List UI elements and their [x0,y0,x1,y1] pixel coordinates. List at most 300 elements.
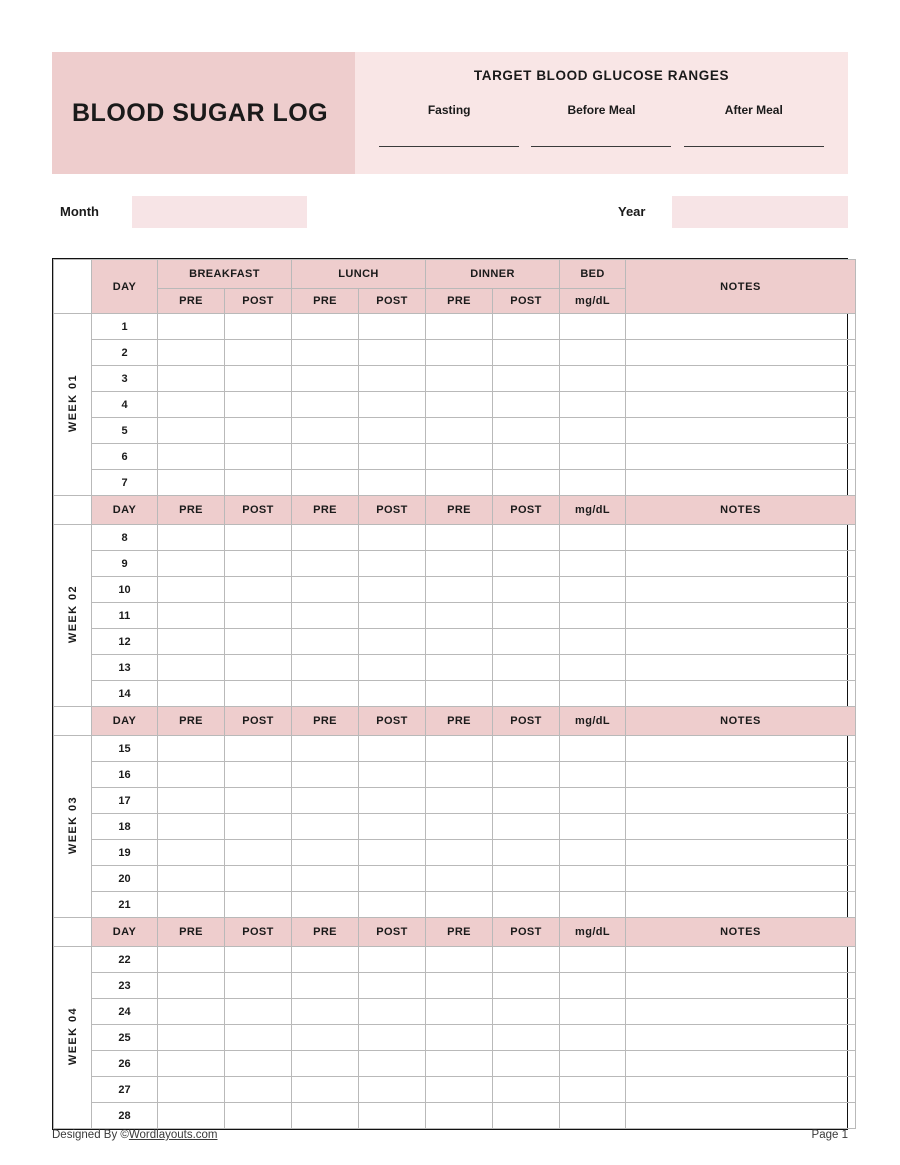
reading-cell[interactable] [493,762,560,788]
table-row [54,999,856,1025]
reading-cell[interactable] [493,1051,560,1077]
reading-cell[interactable] [225,762,292,788]
reading-cell[interactable] [560,999,626,1025]
table-row [54,525,856,551]
reading-cell[interactable] [158,1051,225,1077]
reading-cell[interactable] [158,736,225,762]
reading-cell[interactable] [225,736,292,762]
reading-cell[interactable] [426,999,493,1025]
reading-cell[interactable] [493,603,560,629]
reading-cell[interactable] [560,340,626,366]
reading-cell[interactable] [359,840,426,866]
reading-cell[interactable] [292,629,359,655]
reading-cell[interactable] [292,366,359,392]
reading-cell[interactable] [225,340,292,366]
reading-cell[interactable] [225,314,292,340]
table-row [54,973,856,999]
reading-cell[interactable] [493,736,560,762]
reading-cell[interactable] [560,366,626,392]
subheader-post: POST [359,496,426,525]
reading-cell[interactable] [158,577,225,603]
reading-cell[interactable] [359,762,426,788]
reading-cell[interactable] [560,762,626,788]
reading-cell[interactable] [225,392,292,418]
reading-cell[interactable] [225,1077,292,1103]
reading-cell[interactable] [292,655,359,681]
subheader-pre: PRE [426,918,493,947]
day-number: 8 [92,525,158,551]
day-number: 19 [92,840,158,866]
reading-cell[interactable] [359,577,426,603]
week-label-spacer [54,707,92,736]
reading-cell[interactable] [426,814,493,840]
day-number: 27 [92,1077,158,1103]
column-header-meal-lunch: LUNCH [292,260,426,289]
title-block [52,52,355,174]
reading-cell[interactable] [560,1103,626,1129]
column-header-day: DAY [92,707,158,736]
day-number: 14 [92,681,158,707]
reading-cell[interactable] [560,314,626,340]
reading-cell[interactable] [493,366,560,392]
notes-cell[interactable] [626,736,856,762]
reading-cell[interactable] [426,551,493,577]
reading-cell[interactable] [493,788,560,814]
reading-cell[interactable] [158,681,225,707]
reading-cell[interactable] [225,973,292,999]
reading-cell[interactable] [292,470,359,496]
reading-cell[interactable] [426,736,493,762]
notes-cell[interactable] [626,629,856,655]
reading-cell[interactable] [225,470,292,496]
notes-cell[interactable] [626,788,856,814]
reading-cell[interactable] [560,1051,626,1077]
reading-cell[interactable] [225,655,292,681]
reading-cell[interactable] [359,525,426,551]
reading-cell[interactable] [426,788,493,814]
notes-cell[interactable] [626,1077,856,1103]
reading-cell[interactable] [493,418,560,444]
reading-cell[interactable] [292,444,359,470]
reading-cell[interactable] [560,973,626,999]
subheader-pre: PRE [158,496,225,525]
subheader-pre: PRE [426,289,493,314]
reading-cell[interactable] [225,444,292,470]
notes-cell[interactable] [626,1103,856,1129]
notes-cell[interactable] [626,1025,856,1051]
reading-cell[interactable] [158,892,225,918]
reading-cell[interactable] [158,340,225,366]
table-row [54,840,856,866]
table-row [54,866,856,892]
subheader-post: POST [359,707,426,736]
notes-cell[interactable] [626,525,856,551]
reading-cell[interactable] [225,788,292,814]
table-row [54,814,856,840]
table-row [54,947,856,973]
week-header-row [54,496,856,525]
footer-designer-link[interactable]: Wordlayouts.com [128,1129,218,1141]
reading-cell[interactable] [225,1051,292,1077]
reading-cell[interactable] [493,444,560,470]
reading-cell[interactable] [292,892,359,918]
reading-cell[interactable] [158,814,225,840]
day-number: 11 [92,603,158,629]
reading-cell[interactable] [426,314,493,340]
reading-cell[interactable] [359,655,426,681]
reading-cell[interactable] [359,814,426,840]
reading-cell[interactable] [292,1077,359,1103]
reading-cell[interactable] [225,947,292,973]
month-input[interactable] [132,196,307,228]
reading-cell[interactable] [359,629,426,655]
day-number: 22 [92,947,158,973]
reading-cell[interactable] [426,681,493,707]
reading-cell[interactable] [359,603,426,629]
reading-cell[interactable] [359,788,426,814]
reading-cell[interactable] [493,392,560,418]
reading-cell[interactable] [158,418,225,444]
reading-cell[interactable] [560,736,626,762]
reading-cell[interactable] [493,840,560,866]
reading-cell[interactable] [560,840,626,866]
reading-cell[interactable] [158,314,225,340]
range-before-meal-input[interactable] [531,145,671,147]
day-number: 16 [92,762,158,788]
reading-cell[interactable] [158,947,225,973]
reading-cell[interactable] [359,392,426,418]
reading-cell[interactable] [426,340,493,366]
reading-cell[interactable] [493,655,560,681]
reading-cell[interactable] [560,577,626,603]
day-number: 18 [92,814,158,840]
notes-cell[interactable] [626,366,856,392]
table-row [54,470,856,496]
reading-cell[interactable] [225,999,292,1025]
reading-cell[interactable] [560,1025,626,1051]
month-year-row [52,196,848,230]
reading-cell[interactable] [292,973,359,999]
reading-cell[interactable] [359,736,426,762]
reading-cell[interactable] [560,947,626,973]
reading-cell[interactable] [560,866,626,892]
reading-cell[interactable] [493,681,560,707]
document-header [52,52,848,174]
reading-cell[interactable] [560,788,626,814]
notes-cell[interactable] [626,603,856,629]
reading-cell[interactable] [158,999,225,1025]
notes-cell[interactable] [626,392,856,418]
reading-cell[interactable] [292,762,359,788]
reading-cell[interactable] [493,314,560,340]
range-fasting-input[interactable] [379,145,519,147]
reading-cell[interactable] [493,577,560,603]
reading-cell[interactable] [493,973,560,999]
reading-cell[interactable] [292,551,359,577]
reading-cell[interactable] [493,814,560,840]
subheader-post: POST [493,496,560,525]
reading-cell[interactable] [426,866,493,892]
notes-cell[interactable] [626,866,856,892]
column-header-day: DAY [92,496,158,525]
reading-cell[interactable] [426,366,493,392]
year-label: Year [618,204,646,219]
range-after-meal [684,103,824,147]
day-number: 3 [92,366,158,392]
table-row [54,366,856,392]
reading-cell[interactable] [292,577,359,603]
reading-cell[interactable] [426,525,493,551]
reading-cell[interactable] [292,418,359,444]
reading-cell[interactable] [359,470,426,496]
reading-cell[interactable] [560,1077,626,1103]
reading-cell[interactable] [158,973,225,999]
reading-cell[interactable] [493,947,560,973]
subheader-post: POST [493,707,560,736]
reading-cell[interactable] [493,1077,560,1103]
reading-cell[interactable] [225,551,292,577]
reading-cell[interactable] [225,892,292,918]
day-number: 28 [92,1103,158,1129]
reading-cell[interactable] [426,973,493,999]
notes-cell[interactable] [626,999,856,1025]
reading-cell[interactable] [225,525,292,551]
reading-cell[interactable] [359,1103,426,1129]
notes-cell[interactable] [626,551,856,577]
notes-cell[interactable] [626,1051,856,1077]
reading-cell[interactable] [493,866,560,892]
subheader-pre: PRE [158,289,225,314]
reading-cell[interactable] [158,444,225,470]
reading-cell[interactable] [292,814,359,840]
table-header-row [54,260,856,289]
reading-cell[interactable] [560,525,626,551]
reading-cell[interactable] [426,603,493,629]
reading-cell[interactable] [359,1025,426,1051]
reading-cell[interactable] [292,603,359,629]
reading-cell[interactable] [158,655,225,681]
reading-cell[interactable] [158,470,225,496]
blood-sugar-log-table [52,258,848,1130]
reading-cell[interactable] [560,655,626,681]
reading-cell[interactable] [426,892,493,918]
reading-cell[interactable] [292,525,359,551]
reading-cell[interactable] [292,999,359,1025]
reading-cell[interactable] [359,314,426,340]
column-header-notes: NOTES [626,260,856,314]
subheader-pre: PRE [158,707,225,736]
table-row [54,314,856,340]
day-number: 2 [92,340,158,366]
reading-cell[interactable] [359,551,426,577]
reading-cell[interactable] [359,866,426,892]
table-row [54,681,856,707]
reading-cell[interactable] [560,551,626,577]
reading-cell[interactable] [493,551,560,577]
reading-cell[interactable] [359,340,426,366]
reading-cell[interactable] [426,1025,493,1051]
reading-cell[interactable] [292,1025,359,1051]
reading-cell[interactable] [426,444,493,470]
reading-cell[interactable] [292,736,359,762]
reading-cell[interactable] [560,681,626,707]
table-row [54,1051,856,1077]
reading-cell[interactable] [292,1051,359,1077]
footer-credit [52,1129,218,1141]
table-row [54,1103,856,1129]
reading-cell[interactable] [359,892,426,918]
column-header-bed: BED [560,260,626,289]
reading-cell[interactable] [426,392,493,418]
reading-cell[interactable] [426,629,493,655]
column-header-notes: NOTES [626,707,856,736]
subheader-post: POST [225,289,292,314]
reading-cell[interactable] [426,577,493,603]
reading-cell[interactable] [493,525,560,551]
day-number: 23 [92,973,158,999]
reading-cell[interactable] [359,973,426,999]
reading-cell[interactable] [158,525,225,551]
reading-cell[interactable] [225,681,292,707]
reading-cell[interactable] [359,1077,426,1103]
table-row [54,892,856,918]
reading-cell[interactable] [560,603,626,629]
reading-cell[interactable] [493,999,560,1025]
subheader-pre: PRE [292,918,359,947]
reading-cell[interactable] [426,1051,493,1077]
table-row [54,736,856,762]
day-number: 9 [92,551,158,577]
reading-cell[interactable] [426,762,493,788]
subheader-post: POST [359,918,426,947]
notes-cell[interactable] [626,444,856,470]
reading-cell[interactable] [225,1103,292,1129]
reading-cell[interactable] [158,762,225,788]
table-row [54,551,856,577]
reading-cell[interactable] [560,444,626,470]
reading-cell[interactable] [560,629,626,655]
day-number: 13 [92,655,158,681]
notes-cell[interactable] [626,947,856,973]
subheader-unit: mg/dL [560,496,626,525]
notes-cell[interactable] [626,681,856,707]
notes-cell[interactable] [626,340,856,366]
subheader-post: POST [225,707,292,736]
notes-cell[interactable] [626,814,856,840]
reading-cell[interactable] [560,892,626,918]
reading-cell[interactable] [158,840,225,866]
reading-cell[interactable] [158,603,225,629]
day-number: 5 [92,418,158,444]
reading-cell[interactable] [225,366,292,392]
notes-cell[interactable] [626,314,856,340]
reading-cell[interactable] [225,418,292,444]
reading-cell[interactable] [292,947,359,973]
reading-cell[interactable] [359,999,426,1025]
notes-cell[interactable] [626,418,856,444]
reading-cell[interactable] [359,418,426,444]
reading-cell[interactable] [292,314,359,340]
reading-cell[interactable] [359,444,426,470]
table-row [54,788,856,814]
reading-cell[interactable] [493,470,560,496]
reading-cell[interactable] [493,892,560,918]
notes-cell[interactable] [626,892,856,918]
table-row [54,762,856,788]
reading-cell[interactable] [493,1103,560,1129]
reading-cell[interactable] [292,340,359,366]
year-input[interactable] [672,196,848,228]
reading-cell[interactable] [292,681,359,707]
reading-cell[interactable] [225,814,292,840]
reading-cell[interactable] [158,551,225,577]
notes-cell[interactable] [626,470,856,496]
reading-cell[interactable] [292,788,359,814]
reading-cell[interactable] [359,1051,426,1077]
reading-cell[interactable] [292,1103,359,1129]
reading-cell[interactable] [158,1077,225,1103]
reading-cell[interactable] [426,1103,493,1129]
reading-cell[interactable] [158,366,225,392]
reading-cell[interactable] [560,418,626,444]
reading-cell[interactable] [158,629,225,655]
reading-cell[interactable] [560,392,626,418]
reading-cell[interactable] [225,840,292,866]
reading-cell[interactable] [225,603,292,629]
notes-cell[interactable] [626,655,856,681]
reading-cell[interactable] [426,840,493,866]
notes-cell[interactable] [626,973,856,999]
reading-cell[interactable] [292,840,359,866]
reading-cell[interactable] [225,1025,292,1051]
reading-cell[interactable] [359,366,426,392]
reading-cell[interactable] [426,655,493,681]
reading-cell[interactable] [359,947,426,973]
notes-cell[interactable] [626,577,856,603]
reading-cell[interactable] [158,392,225,418]
subheader-pre: PRE [292,707,359,736]
table-row [54,444,856,470]
notes-cell[interactable] [626,762,856,788]
reading-cell[interactable] [359,681,426,707]
reading-cell[interactable] [158,788,225,814]
range-before-meal-label: Before Meal [567,103,636,117]
week-label-3 [54,736,92,918]
reading-cell[interactable] [560,814,626,840]
reading-cell[interactable] [292,866,359,892]
reading-cell[interactable] [225,866,292,892]
reading-cell[interactable] [426,470,493,496]
reading-cell[interactable] [158,866,225,892]
reading-cell[interactable] [292,392,359,418]
table-row [54,577,856,603]
day-number: 7 [92,470,158,496]
reading-cell[interactable] [426,1077,493,1103]
reading-cell[interactable] [426,418,493,444]
reading-cell[interactable] [158,1103,225,1129]
reading-cell[interactable] [225,577,292,603]
notes-cell[interactable] [626,840,856,866]
month-label: Month [60,204,99,219]
reading-cell[interactable] [158,1025,225,1051]
reading-cell[interactable] [225,629,292,655]
reading-cell[interactable] [426,947,493,973]
reading-cell[interactable] [493,629,560,655]
reading-cell[interactable] [560,470,626,496]
reading-cell[interactable] [493,1025,560,1051]
range-after-meal-input[interactable] [684,145,824,147]
reading-cell[interactable] [493,340,560,366]
